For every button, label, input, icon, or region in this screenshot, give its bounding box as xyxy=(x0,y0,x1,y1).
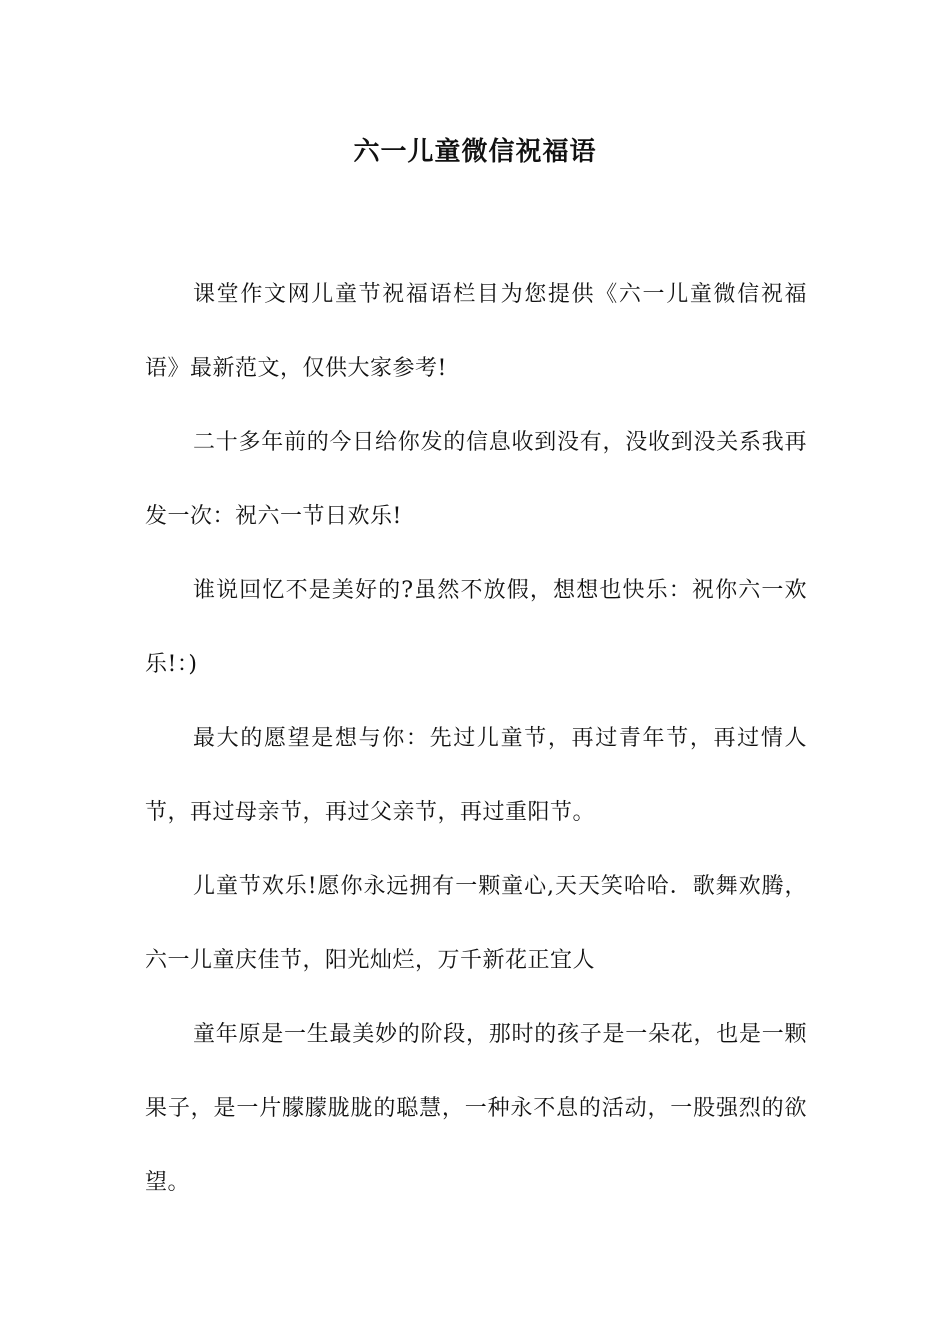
document-title: 六一儿童微信祝福语 xyxy=(353,137,597,167)
paragraph-greeting-3: 最大的愿望是想与你：先过儿童节，再过青年节，再过情人节，再过母亲节，再过父亲节，再过重阳节。 xyxy=(145,726,807,825)
paragraph-greeting-2: 谁说回忆不是美好的?虽然不放假，想想也快乐：祝你六一欢乐!：) xyxy=(145,578,808,677)
paragraph-intro: 课堂作文网儿童节祝福语栏目为您提供《六一儿童微信祝福语》最新范文，仅供大家参考! xyxy=(145,282,807,381)
paragraph-greeting-5: 童年原是一生最美妙的阶段，那时的孩子是一朵花，也是一颗果子，是一片朦朦胧胧的聪慧，一种永不息的活动，一股强烈的欲望。 xyxy=(145,1022,807,1195)
paragraph-greeting-1: 二十多年前的今日给你发的信息收到没有，没收到没关系我再发一次：祝六一节日欢乐! xyxy=(145,430,807,529)
document-body xyxy=(145,258,807,1220)
paragraph-greeting-4: 儿童节欢乐!愿你永远拥有一颗童心,天天笑哈哈．歌舞欢腾，六一儿童庆佳节，阳光灿烂，万千新花正宜人 xyxy=(145,874,807,973)
